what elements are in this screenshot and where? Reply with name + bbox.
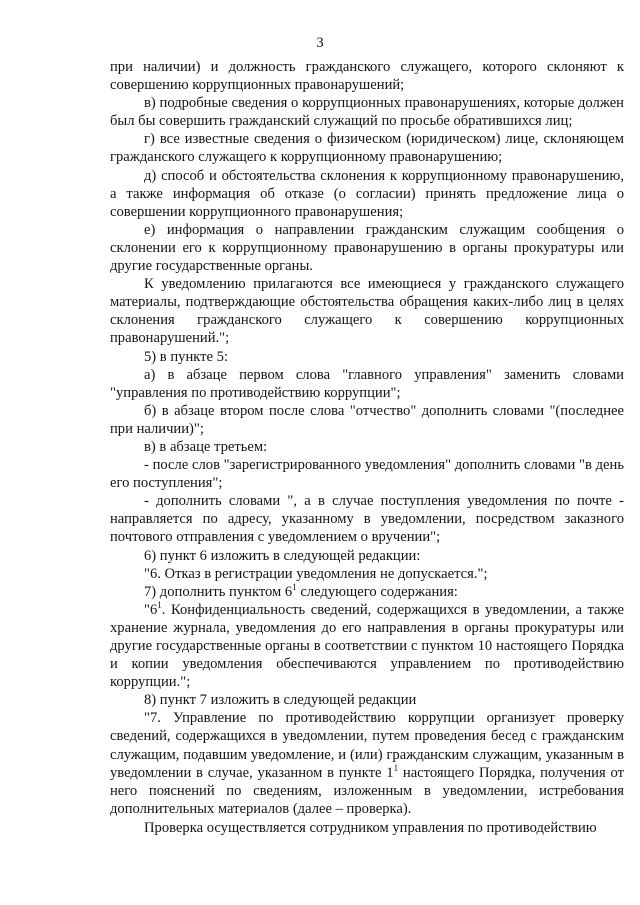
paragraph-point-5-v: в) в абзаце третьем: xyxy=(144,438,268,455)
paragraph-point-7 xyxy=(110,583,624,601)
paragraph-point-5-b: б) в абзаце втором после слова "отчество" дополнить словами "(последнее при наличии)"; xyxy=(110,402,624,437)
superscript: 1 xyxy=(393,762,399,773)
paragraph-point-7-post: следующего содержания: xyxy=(296,583,458,600)
paragraph-item-d: д) способ и обстоятельства склонения к коррупционному правонарушению, а также информация об отказе (о согласии) принять предложение лица о совершении коррупционного правонарушения; xyxy=(110,167,624,220)
paragraph-point-6-1-pre: "6 xyxy=(144,601,158,618)
paragraph-point-5: 5) в пункте 5: xyxy=(144,348,229,365)
paragraph-continuation: при наличии) и должность гражданского служащего, которого склоняют к совершению коррупционных правонарушений; xyxy=(110,59,624,94)
paragraph-attachments: К уведомлению прилагаются все имеющиеся у гражданского служащего материалы, подтверждающие обстоятельства обращения каких-либо лиц в целях склонения гражданского служащего к совершению коррупционных правонарушений."; xyxy=(110,276,624,347)
paragraph-point-6-1-post: . Конфиденциальность сведений, содержащихся в уведомлении, а также хранение журнала, уведомления до его направления в органы прокуратуры или другие государственные органы в соответствии с пунктом 10 настоящего Порядка и копии уведомления обеспечиваются управлением по противодействию коррупции."; xyxy=(110,601,624,691)
document-body xyxy=(110,58,624,837)
paragraph-dash-1: - после слов "зарегистрированного уведомления" дополнить словами "в день его поступления"; xyxy=(110,457,624,492)
superscript: 1 xyxy=(292,581,297,592)
paragraph-verification: Проверка осуществляется сотрудником управления по противодействию xyxy=(144,819,597,836)
paragraph-item-e: е) информация о направлении гражданским служащим сообщения о склонении его к коррупционному правонарушению в органы прокуратуры или другие государственные органы. xyxy=(110,221,624,275)
paragraph-item-g: г) все известные сведения о физическом (юридическом) лице, склоняющем гражданского служащего к коррупционному правонарушению; xyxy=(110,131,624,166)
paragraph-point-7-text xyxy=(110,709,624,818)
superscript: 1 xyxy=(157,599,162,610)
paragraph-point-7-text-pre: "7. Управление по противодействию коррупции организует проверку сведений, содержащихся в уведомлении, путем проведения бесед с гражданским служащим, подавшим уведомление, и (или) гражданским служащим, указанным в уведомлении в случае, указанном в пункте 1 xyxy=(110,710,624,781)
paragraph-point-7-pre: 7) дополнить пунктом 6 xyxy=(144,583,293,600)
paragraph-point-8: 8) пункт 7 изложить в следующей редакции xyxy=(144,692,417,709)
paragraph-point-5-a: а) в абзаце первом слова "главного управления" заменить словами "управления по противодействию коррупции"; xyxy=(110,366,624,401)
paragraph-point-7-text-post: настоящего Порядка, получения от него пояснений по сведениям, изложенным в уведомлении, истребования дополнительных материалов (далее – проверка). xyxy=(110,764,624,817)
paragraph-point-6-1-text xyxy=(110,601,624,691)
paragraph-point-6-text: "6. Отказ в регистрации уведомления не допускается."; xyxy=(144,565,488,582)
page-number: 3 xyxy=(316,35,324,51)
paragraph-item-v: в) подробные сведения о коррупционных правонарушениях, которые должен был бы совершить гражданский служащий по просьбе обратившихся лиц; xyxy=(110,95,624,130)
paragraph-dash-2: - дополнить словами ", а в случае поступления уведомления по почте - направляется по адресу, указанному в уведомлении, посредством заказного почтового отправления с уведомлением о вручении"; xyxy=(110,493,624,546)
paragraph-point-6: 6) пункт 6 изложить в следующей редакции: xyxy=(144,547,421,564)
